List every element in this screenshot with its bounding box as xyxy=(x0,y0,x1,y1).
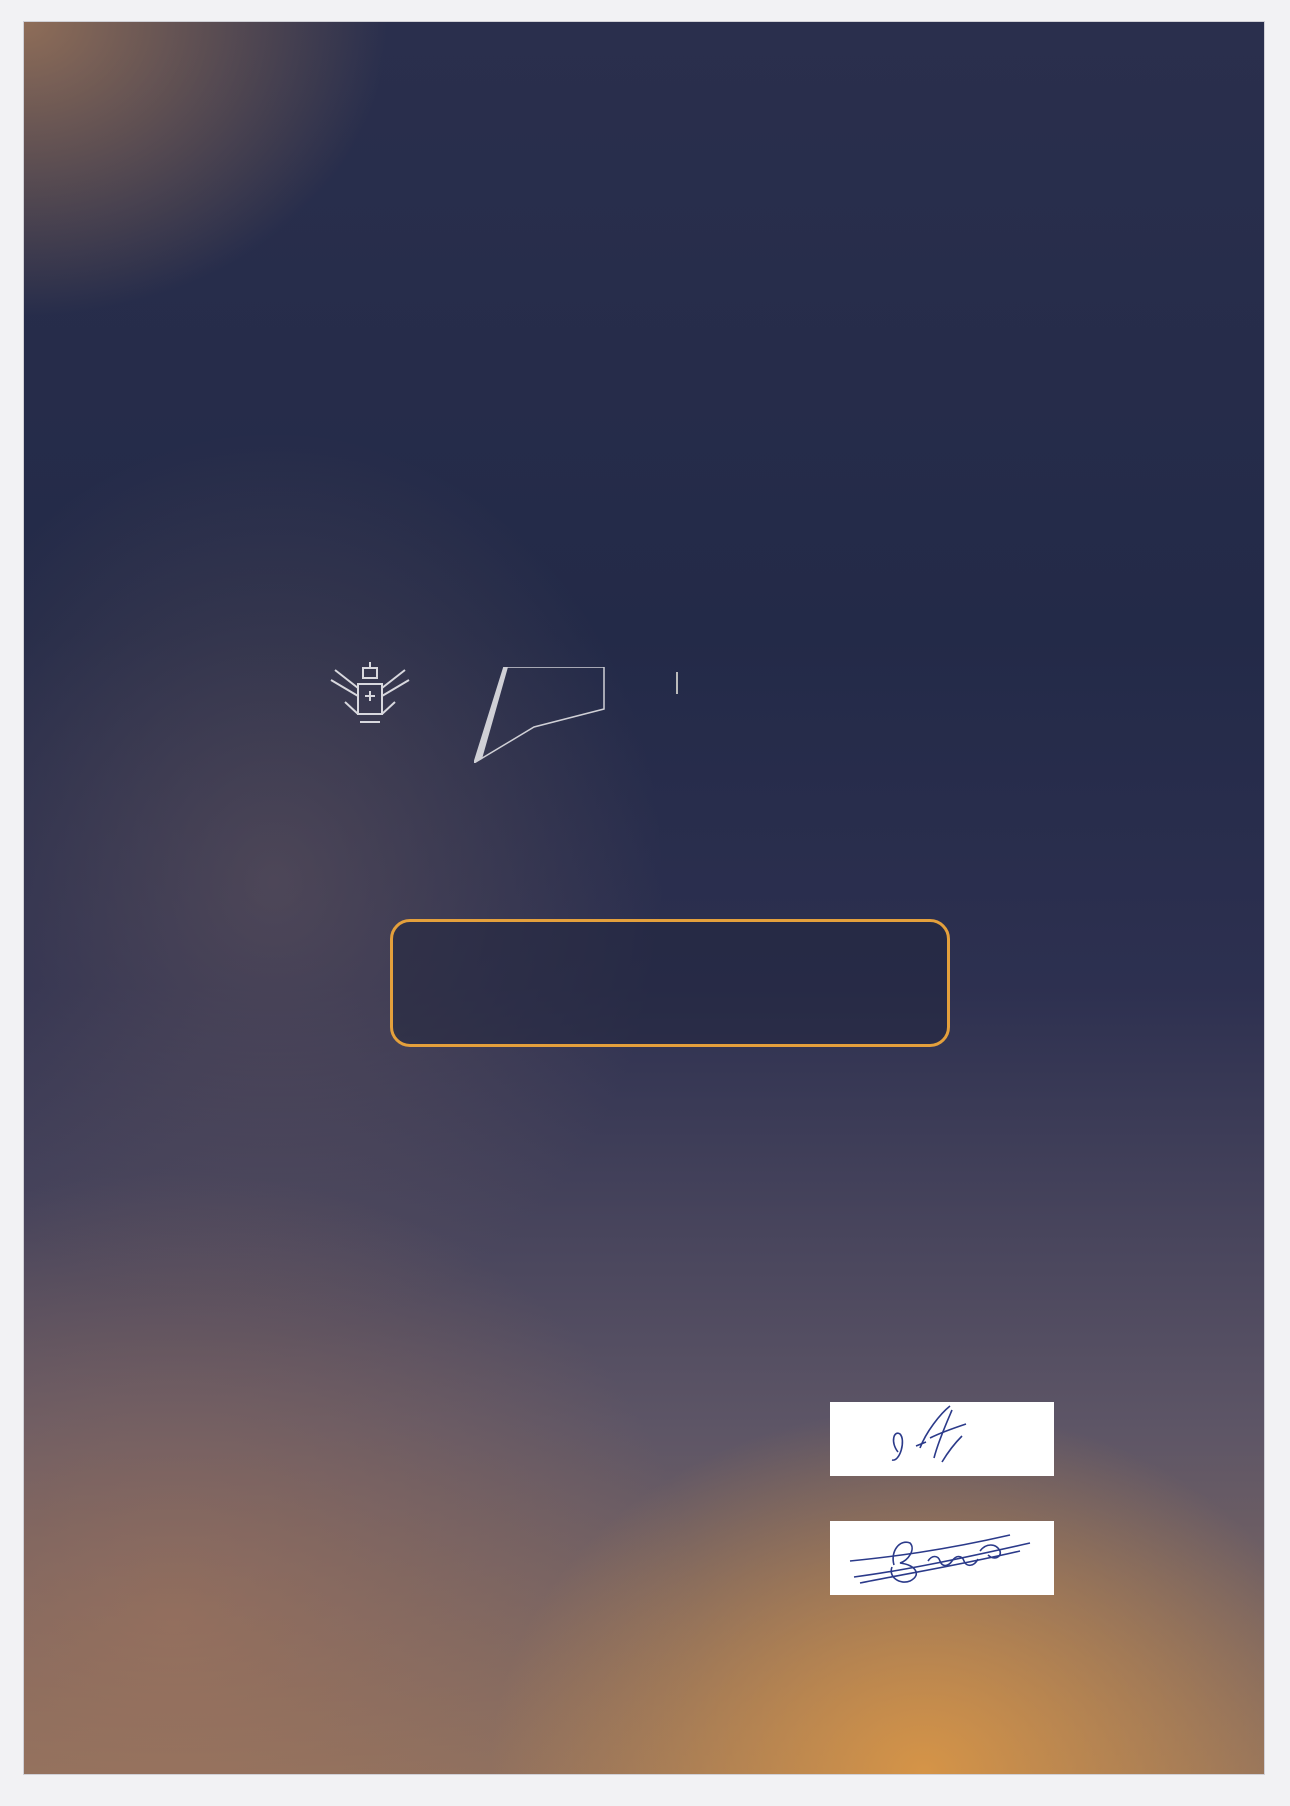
partner-krasnodar-krai xyxy=(290,662,450,744)
diploma-page xyxy=(24,22,1264,1774)
partner-national-projects xyxy=(474,667,624,763)
handwritten-signature-1 xyxy=(830,1402,1054,1476)
partner-innovation-fund xyxy=(676,672,690,694)
national-projects-logo-icon xyxy=(474,667,624,763)
decorative-lines xyxy=(24,22,1264,1774)
signature-1 xyxy=(830,1402,1054,1476)
coat-of-arms-icon xyxy=(325,662,415,732)
signature-2 xyxy=(830,1521,1054,1595)
recipient-name-box xyxy=(390,919,950,1047)
handwritten-signature-2 xyxy=(830,1521,1054,1595)
